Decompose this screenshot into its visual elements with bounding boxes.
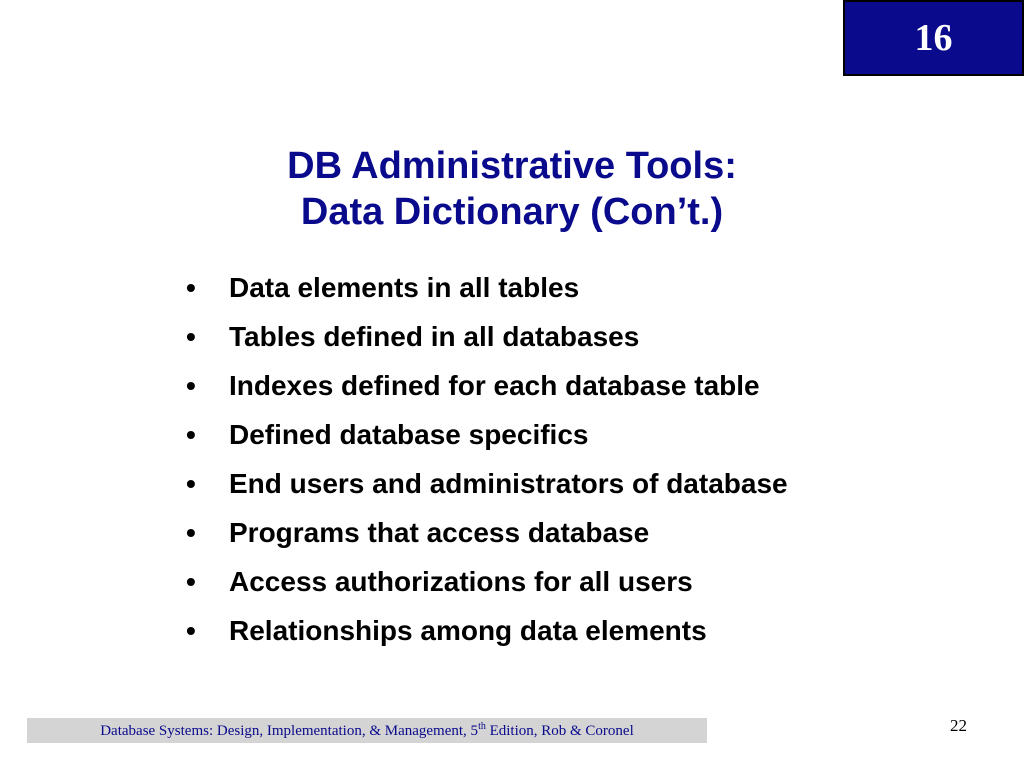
bullet-text: Data elements in all tables (229, 272, 580, 303)
bullet-item (186, 615, 788, 664)
bullet-dot: • (186, 321, 196, 352)
bullet-item (186, 272, 788, 321)
bullet-dot: • (186, 419, 196, 450)
footer-citation-start: Database Systems: Design, Implementation, & Management, 5 (100, 723, 479, 739)
footer-citation-end: Edition, Rob & Coronel (485, 723, 634, 739)
slide-title (0, 143, 1024, 235)
footer-bar (27, 718, 707, 743)
bullet-text: End users and administrators of database (229, 468, 788, 499)
bullet-dot: • (186, 468, 196, 499)
bullet-list (186, 272, 788, 664)
bullet-text: Indexes defined for each database table (229, 370, 760, 401)
bullet-dot: • (186, 517, 196, 548)
bullet-item (186, 566, 788, 615)
bullet-item (186, 419, 788, 468)
chapter-number-box (843, 0, 1024, 76)
bullet-dot: • (186, 370, 196, 401)
footer-citation-superscript: th (478, 721, 486, 732)
bullet-item (186, 468, 788, 517)
bullet-dot: • (186, 615, 196, 646)
bullet-item (186, 517, 788, 566)
bullet-dot: • (186, 272, 196, 303)
bullet-text: Access authorizations for all users (229, 566, 693, 597)
bullet-text: Tables defined in all databases (229, 321, 640, 352)
bullet-item (186, 321, 788, 370)
slide-title-line-1: DB Administrative Tools: (287, 145, 737, 187)
slide-title-line-2: Data Dictionary (Con’t.) (300, 191, 724, 233)
page-number: 22 (950, 716, 967, 735)
bullet-item (186, 370, 788, 419)
bullet-text: Relationships among data elements (229, 615, 707, 646)
bullet-dot: • (186, 566, 196, 597)
bullet-text: Defined database specifics (229, 419, 589, 450)
footer-citation (100, 721, 634, 740)
chapter-number: 16 (914, 17, 953, 59)
bullet-text: Programs that access database (229, 517, 650, 548)
